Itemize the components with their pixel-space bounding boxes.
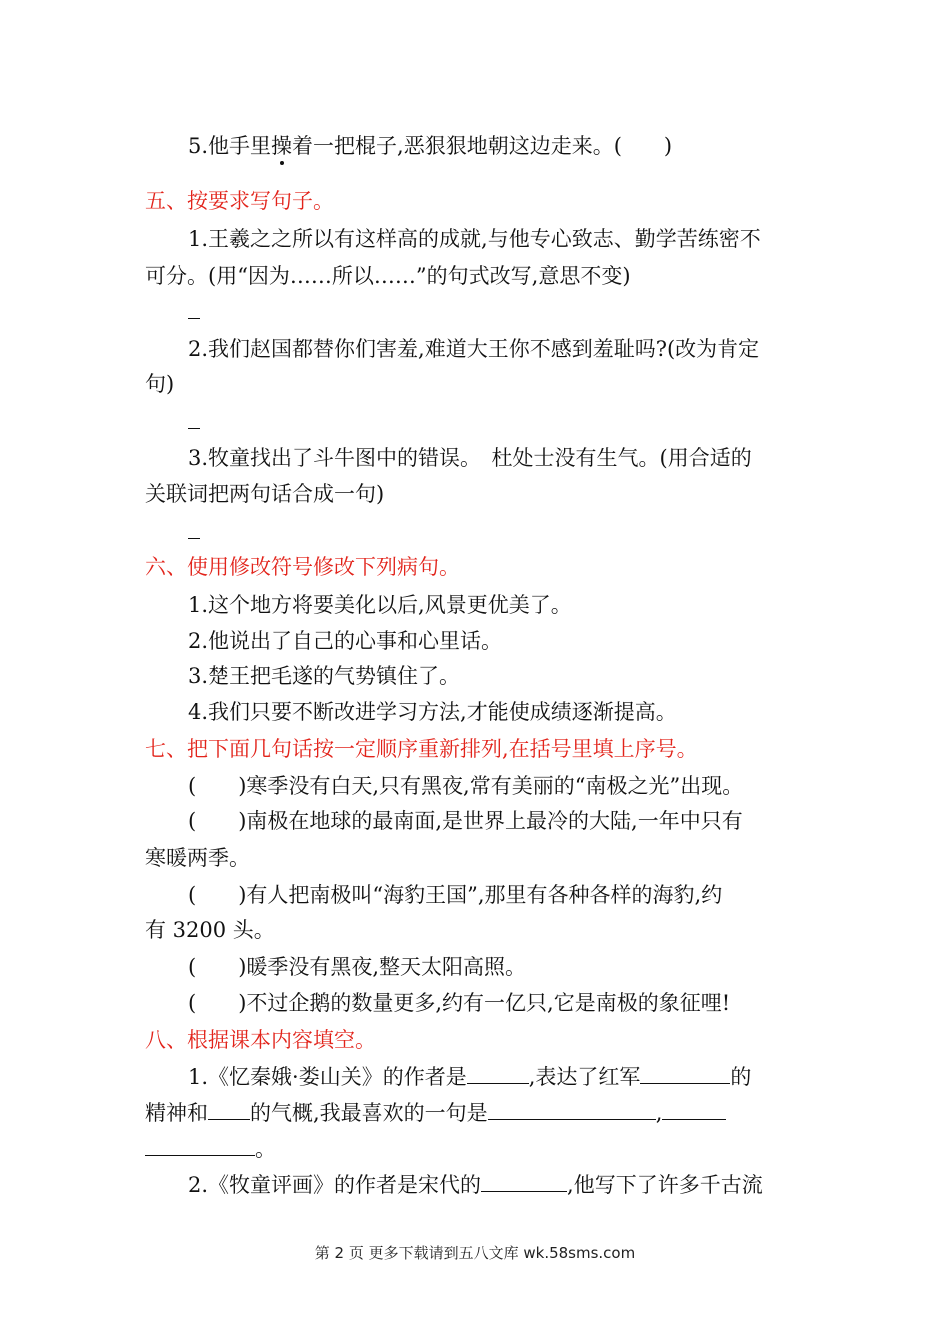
sec5-item1-line1: 1.王羲之之所以有这样高的成就,与他专心致志、勤学苦练密不 [188, 227, 761, 251]
sec6-item: 3.楚王把毛遂的气势镇住了。 [188, 664, 461, 688]
section-6-title: 六、使用修改符号修改下列病句。 [145, 555, 460, 579]
answer-line[interactable] [188, 428, 200, 429]
sec6-item: 4.我们只要不断改进学习方法,才能使成绩逐渐提高。 [188, 700, 677, 724]
answer-line[interactable] [188, 318, 200, 319]
fill-blank[interactable] [481, 1169, 567, 1192]
fill-blank[interactable] [640, 1061, 730, 1084]
sec7-sentence: ( )暖季没有黑夜,整天太阳高照。 [188, 955, 527, 979]
sec7-sentence-cont: 寒暖两季。 [145, 846, 250, 870]
sec7-sentence: ( )寒季没有白天,只有黑夜,常有美丽的“南极之光”出现。 [188, 774, 744, 798]
section-5-title: 五、按要求写句子。 [145, 189, 334, 213]
answer-line[interactable] [188, 538, 200, 539]
sec5-item2-line1: 2.我们赵国都替你们害羞,难道大王你不感到羞耻吗?(改为肯定 [188, 337, 760, 361]
sec7-sentence: ( )南极在地球的最南面,是世界上最冷的大陆,一年中只有 [188, 809, 743, 833]
sec8-item2-line1: 2.《牧童评画》的作者是宋代的 ,他写下了许多千古流 [188, 1169, 763, 1200]
sec8-item1-line2: 精神和 的气概,我最喜欢的一句是 , [145, 1097, 726, 1128]
q4-item5: 5.他手里操着一把棍子,恶狠狠地朝这边走来。( ) [188, 131, 672, 161]
sec6-item: 2.他说出了自己的心事和心里话。 [188, 629, 503, 653]
sec7-sentence: ( )有人把南极叫“海豹王国”,那里有各种各样的海豹,约 [188, 883, 723, 907]
sec6-item: 1.这个地方将要美化以后,风景更优美了。 [188, 593, 572, 617]
section-7-title: 七、把下面几句话按一定顺序重新排列,在括号里填上序号。 [145, 737, 698, 761]
sec7-sentence: ( )不过企鹅的数量更多,约有一亿只,它是南极的象征哩! [188, 991, 731, 1015]
sec5-item3-line1: 3.牧童找出了斗牛图中的错误。 杜处士没有生气。(用合适的 [188, 446, 752, 470]
fill-blank[interactable] [145, 1133, 255, 1156]
fill-blank[interactable] [488, 1097, 656, 1120]
sec5-item1-line2: 可分。(用“因为……所以……”的句式改写,意思不变) [145, 264, 631, 288]
page-footer: 第 2 页 更多下载请到五八文库 wk.58sms.com [314, 1244, 636, 1262]
sec7-sentence-cont: 有 3200 头。 [145, 918, 275, 942]
fill-blank[interactable] [662, 1097, 726, 1120]
sec8-item1-line3: 。 [145, 1133, 276, 1164]
fill-blank[interactable] [208, 1097, 250, 1120]
sec5-item3-line2: 关联词把两句话合成一句) [145, 482, 385, 506]
section-8-title: 八、根据课本内容填空。 [145, 1028, 376, 1052]
fill-blank[interactable] [467, 1061, 529, 1084]
sec8-item1-line1: 1.《忆秦娥·娄山关》的作者是 ,表达了红军 的 [188, 1061, 751, 1092]
sec5-item2-line2: 句) [145, 372, 175, 396]
emphasis-dot-char: 操 [271, 131, 292, 161]
